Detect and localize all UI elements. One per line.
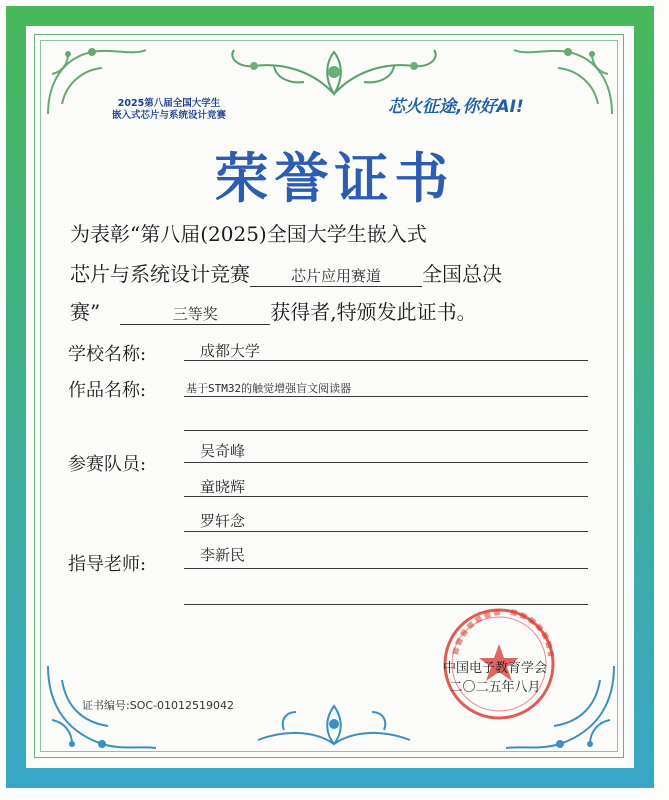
advisor-value: 李新民 (200, 546, 246, 564)
issuer-name: 中国电子教育学会 (442, 661, 547, 676)
work-line-2 (184, 430, 588, 431)
event-title-line-2: 嵌入式芯片与系统设计竞赛 (111, 110, 226, 121)
school-label: 学校名称: (68, 344, 147, 365)
event-title-line-1: 2025第八届全国大学生 (117, 98, 221, 109)
body-line-3 (70, 296, 610, 325)
members-label: 参赛队员: (68, 454, 147, 475)
certificate-title: 荣誉证书 (214, 146, 455, 210)
school-value: 成都大学 (200, 342, 261, 360)
issuer-block (420, 659, 570, 697)
slogan: 芯火征途,你好AI! (388, 97, 524, 117)
advisor-label: 指导老师: (68, 554, 147, 575)
work-label: 作品名称: (68, 380, 147, 401)
issue-date: 二〇二五年八月 (449, 680, 541, 695)
certificate-number: 证书编号:SOC-01012519042 (82, 699, 234, 712)
member-1: 吴奇峰 (200, 442, 246, 460)
track-fill: 芯片应用赛道 (250, 265, 422, 287)
body-line-3-suffix: 获得者,特颁发此证书。 (270, 300, 477, 324)
top-right-corner-ornament (508, 44, 618, 124)
member-2: 童晓辉 (200, 478, 246, 496)
member-line-2 (184, 496, 588, 497)
work-line (184, 396, 588, 397)
body-line-2 (70, 258, 610, 287)
body-line-2-suffix: 全国总决 (422, 262, 502, 286)
member-line-3 (184, 531, 588, 532)
event-title (84, 98, 254, 122)
advisor-line (184, 568, 588, 569)
body-line-2-prefix: 芯片与系统设计竞赛 (70, 262, 250, 286)
member-line-1 (184, 462, 588, 463)
body-line-3-prefix: 赛” (70, 300, 101, 324)
member-3: 罗轩念 (200, 512, 246, 530)
school-line (184, 360, 588, 361)
work-value: 基于STM32的触觉增强盲文阅读器 (186, 382, 352, 395)
body-line-1: 为表彰“第八届(2025)全国大学生嵌入式 (70, 222, 427, 246)
award-fill: 三等奖 (120, 303, 270, 325)
bottom-floral-ornament (244, 700, 424, 752)
